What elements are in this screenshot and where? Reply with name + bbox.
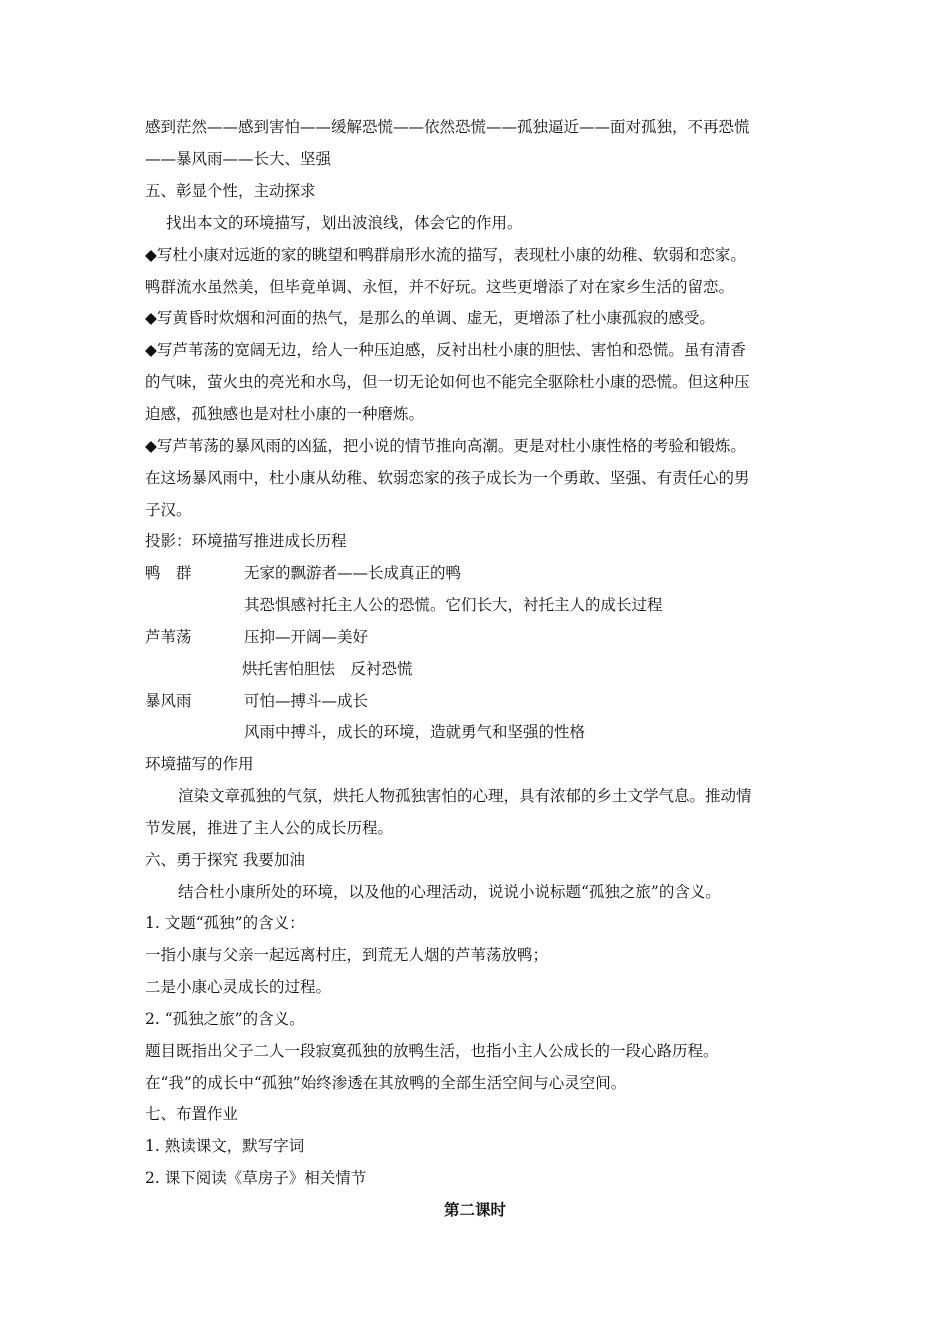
section-heading: 六、勇于探究 我要加油 xyxy=(145,851,305,869)
text-line: 的气味，萤火虫的亮光和水鸟，但一切无论如何也不能完全驱除杜小康的恐慌。但这种压 xyxy=(145,373,750,391)
text-line: 迫感，孤独感也是对杜小康的一种磨炼。 xyxy=(145,405,425,423)
row-text: 压抑—开阔—美好 xyxy=(244,628,369,646)
text-line: 在这场暴风雨中，杜小康从幼稚、软弱恋家的孩子成长为一个勇敢、坚强、有责任心的男 xyxy=(145,469,750,487)
bullet-paragraph: ◆写黄昏时炊烟和河面的热气，是那么的单调、虚无，更增添了杜小康孤寂的感受。 xyxy=(145,309,715,327)
text-line: 一指小康与父亲一起远离村庄，到荒无人烟的芦苇荡放鸭； xyxy=(145,946,549,964)
text-line: 子汉。 xyxy=(145,501,192,519)
section-heading: 七、布置作业 xyxy=(145,1105,239,1123)
text-line: 1. 熟读课文，默写字词 xyxy=(145,1137,305,1155)
text-line: 节发展，推进了主人公的成长历程。 xyxy=(145,819,394,837)
projection-heading: 投影：环境描写推进成长历程 xyxy=(145,532,347,550)
text-line: 感到茫然——感到害怕——缓解恐慌——依然恐慌——孤独逼近——面对孤独，不再恐慌 xyxy=(145,118,750,136)
row-text: 无家的飘游者——长成真正的鸭 xyxy=(244,564,462,582)
text-line: 2. “孤独之旅”的含义。 xyxy=(145,1010,305,1028)
text-line: 在“我”的成长中“孤独”始终渗透在其放鸭的全部生活空间与心灵空间。 xyxy=(145,1074,627,1092)
text-line: 1. 文题“孤独”的含义： xyxy=(145,914,305,932)
text-line: 2. 课下阅读《草房子》相关情节 xyxy=(145,1169,367,1187)
table-row xyxy=(145,627,815,647)
row-detail: 风雨中搏斗，成长的环境，造就勇气和坚强的性格 xyxy=(244,723,586,741)
text-line: 找出本文的环境描写，划出波浪线，体会它的作用。 xyxy=(166,214,523,232)
text-line: 结合杜小康所处的环境，以及他的心理活动，说说小说标题“孤独之旅”的含义。 xyxy=(178,883,721,901)
section-heading: 五、彰显个性，主动探求 xyxy=(145,182,316,200)
row-detail: 其恐惧感衬托主人公的恐慌。它们长大，衬托主人的成长过程 xyxy=(244,596,663,614)
lesson-heading: 第二课时 xyxy=(443,1200,506,1219)
text-line: 渲染文章孤独的气氛，烘托人物孤独害怕的心理，具有浓郁的乡土文学气息。推动情 xyxy=(178,787,752,805)
sub-heading: 环境描写的作用 xyxy=(145,755,254,773)
text-line: 鸭群流水虽然美，但毕竟单调、永恒，并不好玩。这些更增添了对在家乡生活的留恋。 xyxy=(145,278,735,296)
text-line: 二是小康心灵成长的过程。 xyxy=(145,978,332,996)
table-row xyxy=(145,563,815,583)
row-text: 可怕—搏斗—成长 xyxy=(244,692,369,710)
bullet-paragraph: ◆写芦苇荡的暴风雨的凶猛，把小说的情节推向高潮。更是对杜小康性格的考验和锻炼。 xyxy=(145,437,746,455)
row-detail: 烘托害怕胆怯 反衬恐慌 xyxy=(242,660,413,678)
text-line: ——暴风雨——长大、坚强 xyxy=(145,150,332,168)
row-label: 芦苇荡 xyxy=(145,628,192,646)
row-label: 鸭 群 xyxy=(145,564,192,582)
table-row xyxy=(145,691,815,711)
row-label: 暴风雨 xyxy=(145,692,192,710)
text-line: 题目既指出父子二人一段寂寞孤独的放鸭生活，也指小主人公成长的一段心路历程。 xyxy=(145,1042,719,1060)
bullet-paragraph: ◆写杜小康对远逝的家的眺望和鸭群扇形水流的描写，表现杜小康的幼稚、软弱和恋家。 xyxy=(145,246,746,264)
bullet-paragraph: ◆写芦苇荡的宽阔无边，给人一种压迫感，反衬出杜小康的胆怯、害怕和恐慌。虽有清香 xyxy=(145,341,746,359)
